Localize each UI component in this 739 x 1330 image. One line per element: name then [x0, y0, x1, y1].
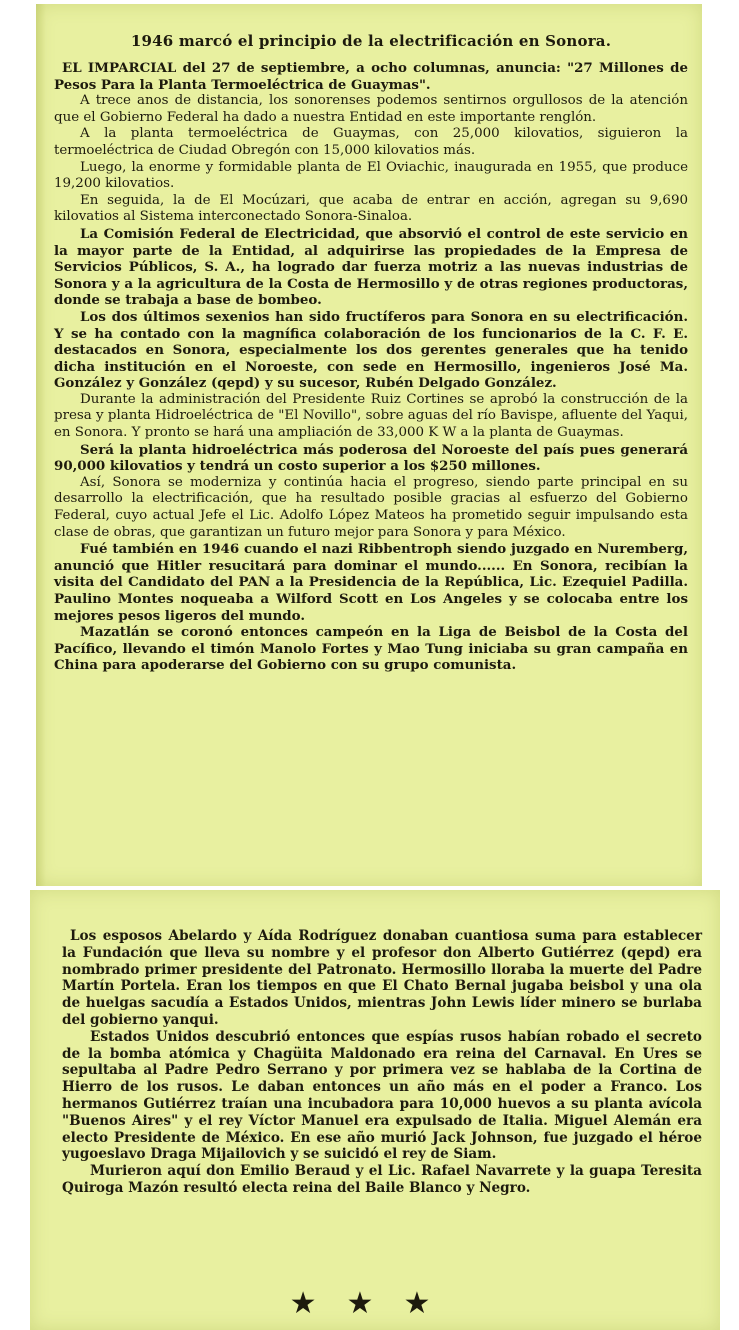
- article-paragraph: Luego, la enorme y formidable planta de El Oviachic, inaugurada en 1955, que produce 19,200 kilovatios.: [54, 159, 688, 192]
- newspaper-clipping-top: [36, 4, 702, 886]
- article-paragraph: Los dos últimos sexenios han sido fructíferos para Sonora en su electrificación. Y se ha contado con la magnífica colaboración de los funcionarios de la C. F. E. destacados en Sonora, especialmente los dos gerentes generales que ha tenido dicha institución en el Noroeste, con sede en Hermosillo, ingenieros José Ma. González y González (qepd) y su sucesor, Rubén Delgado González.: [54, 308, 688, 392]
- article-paragraph: En seguida, la de El Mocúzari, que acaba de entrar en acción, agregan su 9,690 kilovatios al Sistema interconectado Sonora-Sinaloa.: [54, 192, 688, 225]
- article-paragraph: Fué también en 1946 cuando el nazi Ribbentroph siendo juzgado en Nuremberg, anunció que Hitler resucitará para dominar el mundo...... En Sonora, recibían la visita del Candidato del PAN a la Presidencia de la República, Lic. Ezequiel Padilla. Paulino Montes noqueaba a Wilford Scott en Los Angeles y se colocaba entre los mejores pesos ligeros del mundo.: [54, 541, 688, 624]
- article-paragraph: Será la planta hidroeléctrica más poderosa del Noroeste del país pues generará 90,000 kilovatios y tendrá un costo superior a los $250 millones.: [54, 441, 688, 475]
- clipping-top-body: [54, 32, 688, 674]
- article-paragraph: EL IMPARCIAL del 27 de septiembre, a ocho columnas, anuncia: "27 Millones de Pesos Para la Planta Termoeléctrica de Guaymas".: [54, 60, 688, 93]
- article-headline: 1946 marcó el principio de la electrificación en Sonora.: [130, 32, 612, 50]
- article-paragraph: La Comisión Federal de Electricidad, que absorvió el control de este servicio en la mayor parte de la Entidad, al adquirirse las propiedades de la Empresa de Servicios Públicos, S. A., ha logrado dar fuerza motriz a las nuevas industrias de Sonora y a la agricultura de la Costa de Hermosillo y de otras regiones productoras, donde se trabaja a base de bombeo.: [54, 225, 688, 309]
- article-paragraph: Mazatlán se coronó entonces campeón en la Liga de Beisbol de la Costa del Pacífico, llevando el timón Manolo Fortes y Mao Tung iniciaba su gran campaña en China para apoderarse del Gobierno con su grupo comunista.: [54, 624, 688, 674]
- article-paragraph: Durante la administración del Presidente Ruiz Cortines se aprobó la construcción de la presa y planta Hidroeléctrica de "El Novillo", sobre aguas del río Bavispe, afluente del Yaqui, en Sonora. Y pronto se hará una ampliación de 33,000 K W a la planta de Guaymas.: [54, 391, 688, 441]
- clipping-bottom-body: [62, 928, 702, 1197]
- article-paragraph: Los esposos Abelardo y Aída Rodríguez donaban cuantiosa suma para establecer la Fundación que lleva su nombre y el profesor don Alberto Gutiérrez (qepd) era nombrado primer presidente del Patronato. Hermosillo lloraba la muerte del Padre Martín Portela. Eran los tiempos en que El Chato Bernal jugaba beisbol y una ola de huelgas sacudía a Estados Unidos, mientras John Lewis líder minero se burlaba del gobierno yanqui.: [62, 928, 702, 1028]
- article-paragraph: A trece anos de distancia, los sonorenses podemos sentirnos orgullosos de la atención que el Gobierno Federal ha dado a nuestra Entidad en este importante renglón.: [54, 93, 688, 125]
- paper-edge-shade: [36, 4, 46, 886]
- article-paragraph: Estados Unidos descubrió entonces que espías rusos habían robado el secreto de la bomba atómica y Chagüita Maldonado era reina del Carnaval. En Ures se sepultaba al Padre Pedro Serrano y por primera vez se hablaba de la Cortina de Hierro de los rusos. Le daban entonces un año más en el poder a Franco. Los hermanos Gutiérrez traían una incubadora para 10,000 huevos a su planta avícola "Buenos Aires" y el rey Víctor Manuel era expulsado de Italia. Miguel Alemán era electo Presidente de México. En ese año murió Jack Johnson, fue juzgado el héroe yugoeslavo Draga Mijailovich y se suicidó el rey de Siam.: [62, 1028, 702, 1163]
- article-paragraph: Murieron aquí don Emilio Beraud y el Lic. Rafael Navarrete y la guapa Teresita Quiroga Mazón resultó electa reina del Baile Blanco y Negro.: [62, 1163, 702, 1196]
- article-paragraph: Así, Sonora se moderniza y continúa hacia el progreso, siendo parte principal en su desarrollo la electrificación, que ha resultado posible gracias al esfuerzo del Gobierno Federal, cuyo actual Jefe el Lic. Adolfo López Mateos ha prometido seguir impulsando esta clase de obras, que garantizan un futuro mejor para Sonora y para México.: [54, 474, 688, 540]
- newspaper-clipping-bottom: [30, 890, 720, 1330]
- article-paragraph: A la planta termoeléctrica de Guaymas, con 25,000 kilovatios, siguieron la termoeléctrica de Ciudad Obregón con 15,000 kilovatios más.: [54, 126, 688, 158]
- star-separator-icon: ★★★: [289, 1286, 461, 1321]
